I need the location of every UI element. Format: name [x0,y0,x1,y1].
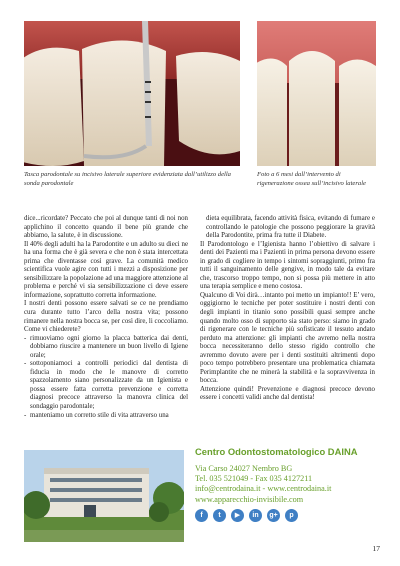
linkedin-icon[interactable]: in [249,509,262,522]
page-number: 17 [372,544,380,553]
six-month-followup-photo [257,21,376,166]
caption-left: Tasca parodontale su incisivo laterale superiore evidenziata dall’utilizzo della sonda parodontale [24,171,231,187]
paragraph: Qualcuno di Voi dirà…intanto poi metto un impianto!! E’ vero, oggigiorno le tecniche per poter sostituire i nostri denti con degli impianti in titanio sono possibili quasi sempre anche quando molto osso di supporto sia stato perso: siamo in grado di rigenerare con le tecniche più sofisticate il tessuto andato perduto ma attenzione: gli impianti che avremo nella nostra bocca necessiteranno dello stesso rigido controllo che avremmo dovuto avere per i denti sostituiti altrimenti dopo poco tempo potrebbero presentare una problematica chiamata Perimplantite che ne minerà la stabilità e la sopravvivenza in bocca. [200,291,375,385]
periodontal-probe-photo [24,21,240,166]
contact-info [195,446,380,522]
social-icons [195,509,380,522]
clinic-name: Centro Odontostomatologico DAINA [195,446,358,457]
advice-list [24,335,188,420]
address: Via Carso 24027 Nembro BG [195,464,293,473]
paragraph: dieta equilibrata, facendo attività fisica, evitando di fumare e controllando le patologie che possono peggiorare la gravità della Parodontite, prima fra tutte il Diabete. [206,215,375,240]
list-item: - rimuoviamo ogni giorno la placca batterica dai denti, dobbiamo riuscire a mantenere un buon livello di Igiene orale; [24,335,188,361]
list-item: - manteniamo un corretto stile di vita attraverso una [24,412,188,421]
paragraph: Attenzione quindi! Prevenzione e diagnosi precoce devono essere i concetti validi anche dal dentista! [200,385,375,402]
paragraph: I nostri denti possono essere salvati se ce ne prendiamo cura durante tutto l’arco della nostra vita; possono rimanere nella nostra bocca se, per così dire, li coccoliamo. Come vi chiederete? [24,300,188,334]
website-link[interactable]: www.apparecchio-invisibile.com [195,494,304,504]
caption-right: Foto a 6 mesi dall’intervento di rigenerazione ossea sull’incisivo laterale [257,171,366,187]
paragraph: Il Parodontologo e l’Igienista hanno l’obiettivo di salvare i denti dei Pazienti ma i Pazienti in prima persona devono essere in grado di cogliere in tempo i sintomi sopraggiunti, primo fra tutti il sanguinamento delle gengive, in modo tale da evitare che, trascorso troppo tempo, non si possa più mettere in atto una terapia semplice e meno costosa. [200,240,375,291]
contact-block [24,446,376,546]
googleplus-icon[interactable]: g+ [267,509,280,522]
youtube-icon[interactable]: ▶ [231,509,244,522]
email-website-link[interactable]: info@centrodaina.it - www.centrodaina.it [195,484,332,494]
clinic-building-photo [24,450,184,542]
paragraph: dice...ricordate? Peccato che poi al dunque tanti di noi non applichino il concetto quando il bene più grande che abbiamo, la salute, è in discussione. [24,215,188,240]
list-item: - sottoponiamoci a controlli periodici dal dentista di fiducia in modo che le manovre di corretto spazzolamento siano personalizzate da un Igienista e possa essere fatta corretta prevenzione e corretta diagnosi precoce attraverso la manovra clinica del sondaggio parodontale; [24,360,188,411]
paragraph: Il 40% degli adulti ha la Parodontite e un adulto su dieci ne ha una forma che è già severa e che non è stata intercettata prima che diventasse così grave. La comunità medico scientifica vuole agire con tutti i mezzi a disposizione per sensibilizzare la popolazione ad una maggiore attenzione al problema e perché vi sia sensibilizzazione ci deve essere informazione, soprattutto corretta informazione. [24,240,188,299]
facebook-icon[interactable]: f [195,509,208,522]
article-column-right [200,215,375,403]
pinterest-icon[interactable]: p [285,509,298,522]
phone-fax[interactable]: Tel. 035 521049 - Fax 035 4127211 [195,474,313,484]
twitter-icon[interactable]: t [213,509,226,522]
article-column-left [24,215,188,420]
